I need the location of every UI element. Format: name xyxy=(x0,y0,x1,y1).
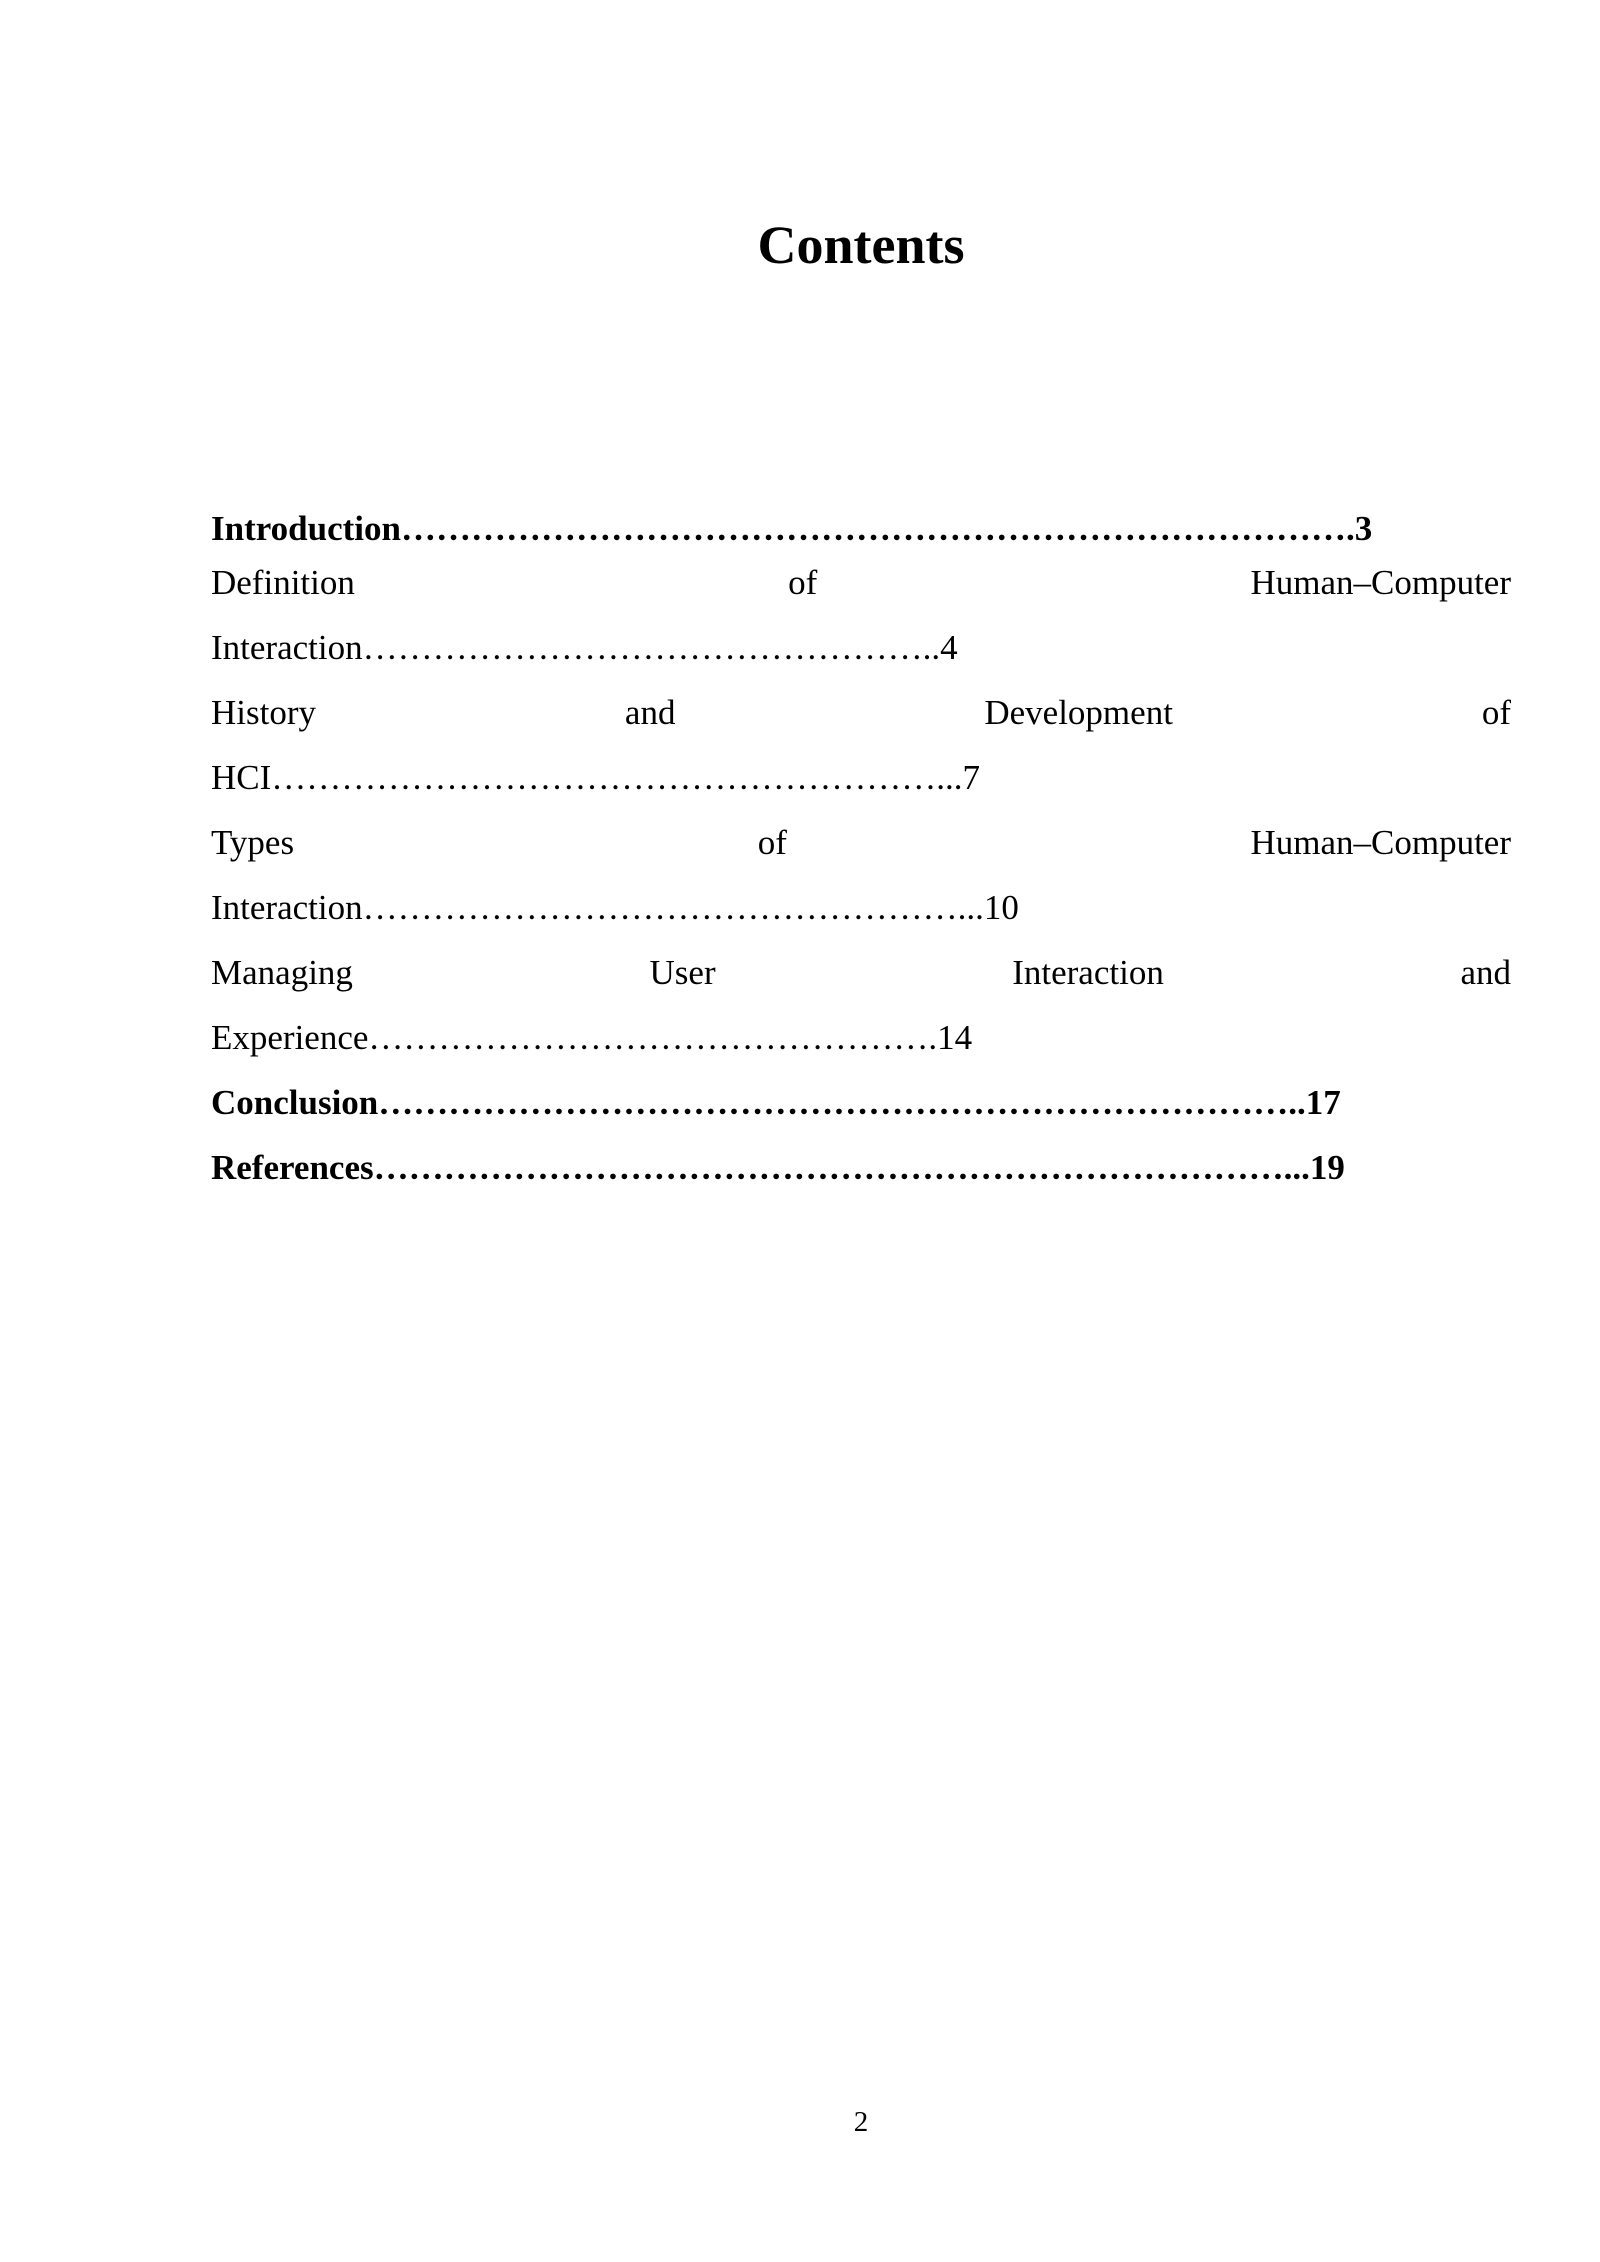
toc-word: of xyxy=(757,823,787,862)
toc-word: Human–Computer xyxy=(1250,563,1511,602)
toc-word: Interaction xyxy=(1012,953,1164,992)
toc-word: User xyxy=(649,953,716,992)
page-title: Contents xyxy=(757,215,965,275)
toc-word: History xyxy=(211,693,316,732)
toc-entry-definition-line-2: Interaction…………………………………………..4 xyxy=(211,628,958,667)
toc-word: Definition xyxy=(211,563,355,602)
toc-entry-managing-line-2: Experience………………………………………….14 xyxy=(211,1018,973,1057)
toc-entry-history-line-1 xyxy=(211,689,1511,737)
toc-entry-introduction: Introduction……………………………………………………………………….3 xyxy=(211,509,1373,548)
toc-word: Development xyxy=(984,693,1173,732)
toc-word: Managing xyxy=(211,953,353,992)
toc-entry-history-line-2: HCI…………………………………………………...7 xyxy=(211,758,981,797)
toc-entry-managing-line-1 xyxy=(211,949,1511,997)
toc-word: of xyxy=(788,563,818,602)
toc-entry-references: References……………………………………………………………………...19 xyxy=(211,1148,1345,1187)
toc-word: Human–Computer xyxy=(1250,823,1511,862)
toc-word: Types xyxy=(211,823,295,862)
toc-word: and xyxy=(1460,953,1511,992)
toc-word: of xyxy=(1481,693,1511,732)
toc-entry-definition-line-1 xyxy=(211,559,1511,607)
page-number: 2 xyxy=(853,2106,869,2138)
toc-entry-types-line-1 xyxy=(211,819,1511,867)
toc-entry-conclusion: Conclusion……………………………………………………………………..17 xyxy=(211,1083,1341,1122)
toc-word: and xyxy=(624,693,676,732)
toc-entry-types-line-2: Interaction……………………………………………...10 xyxy=(211,888,1019,927)
